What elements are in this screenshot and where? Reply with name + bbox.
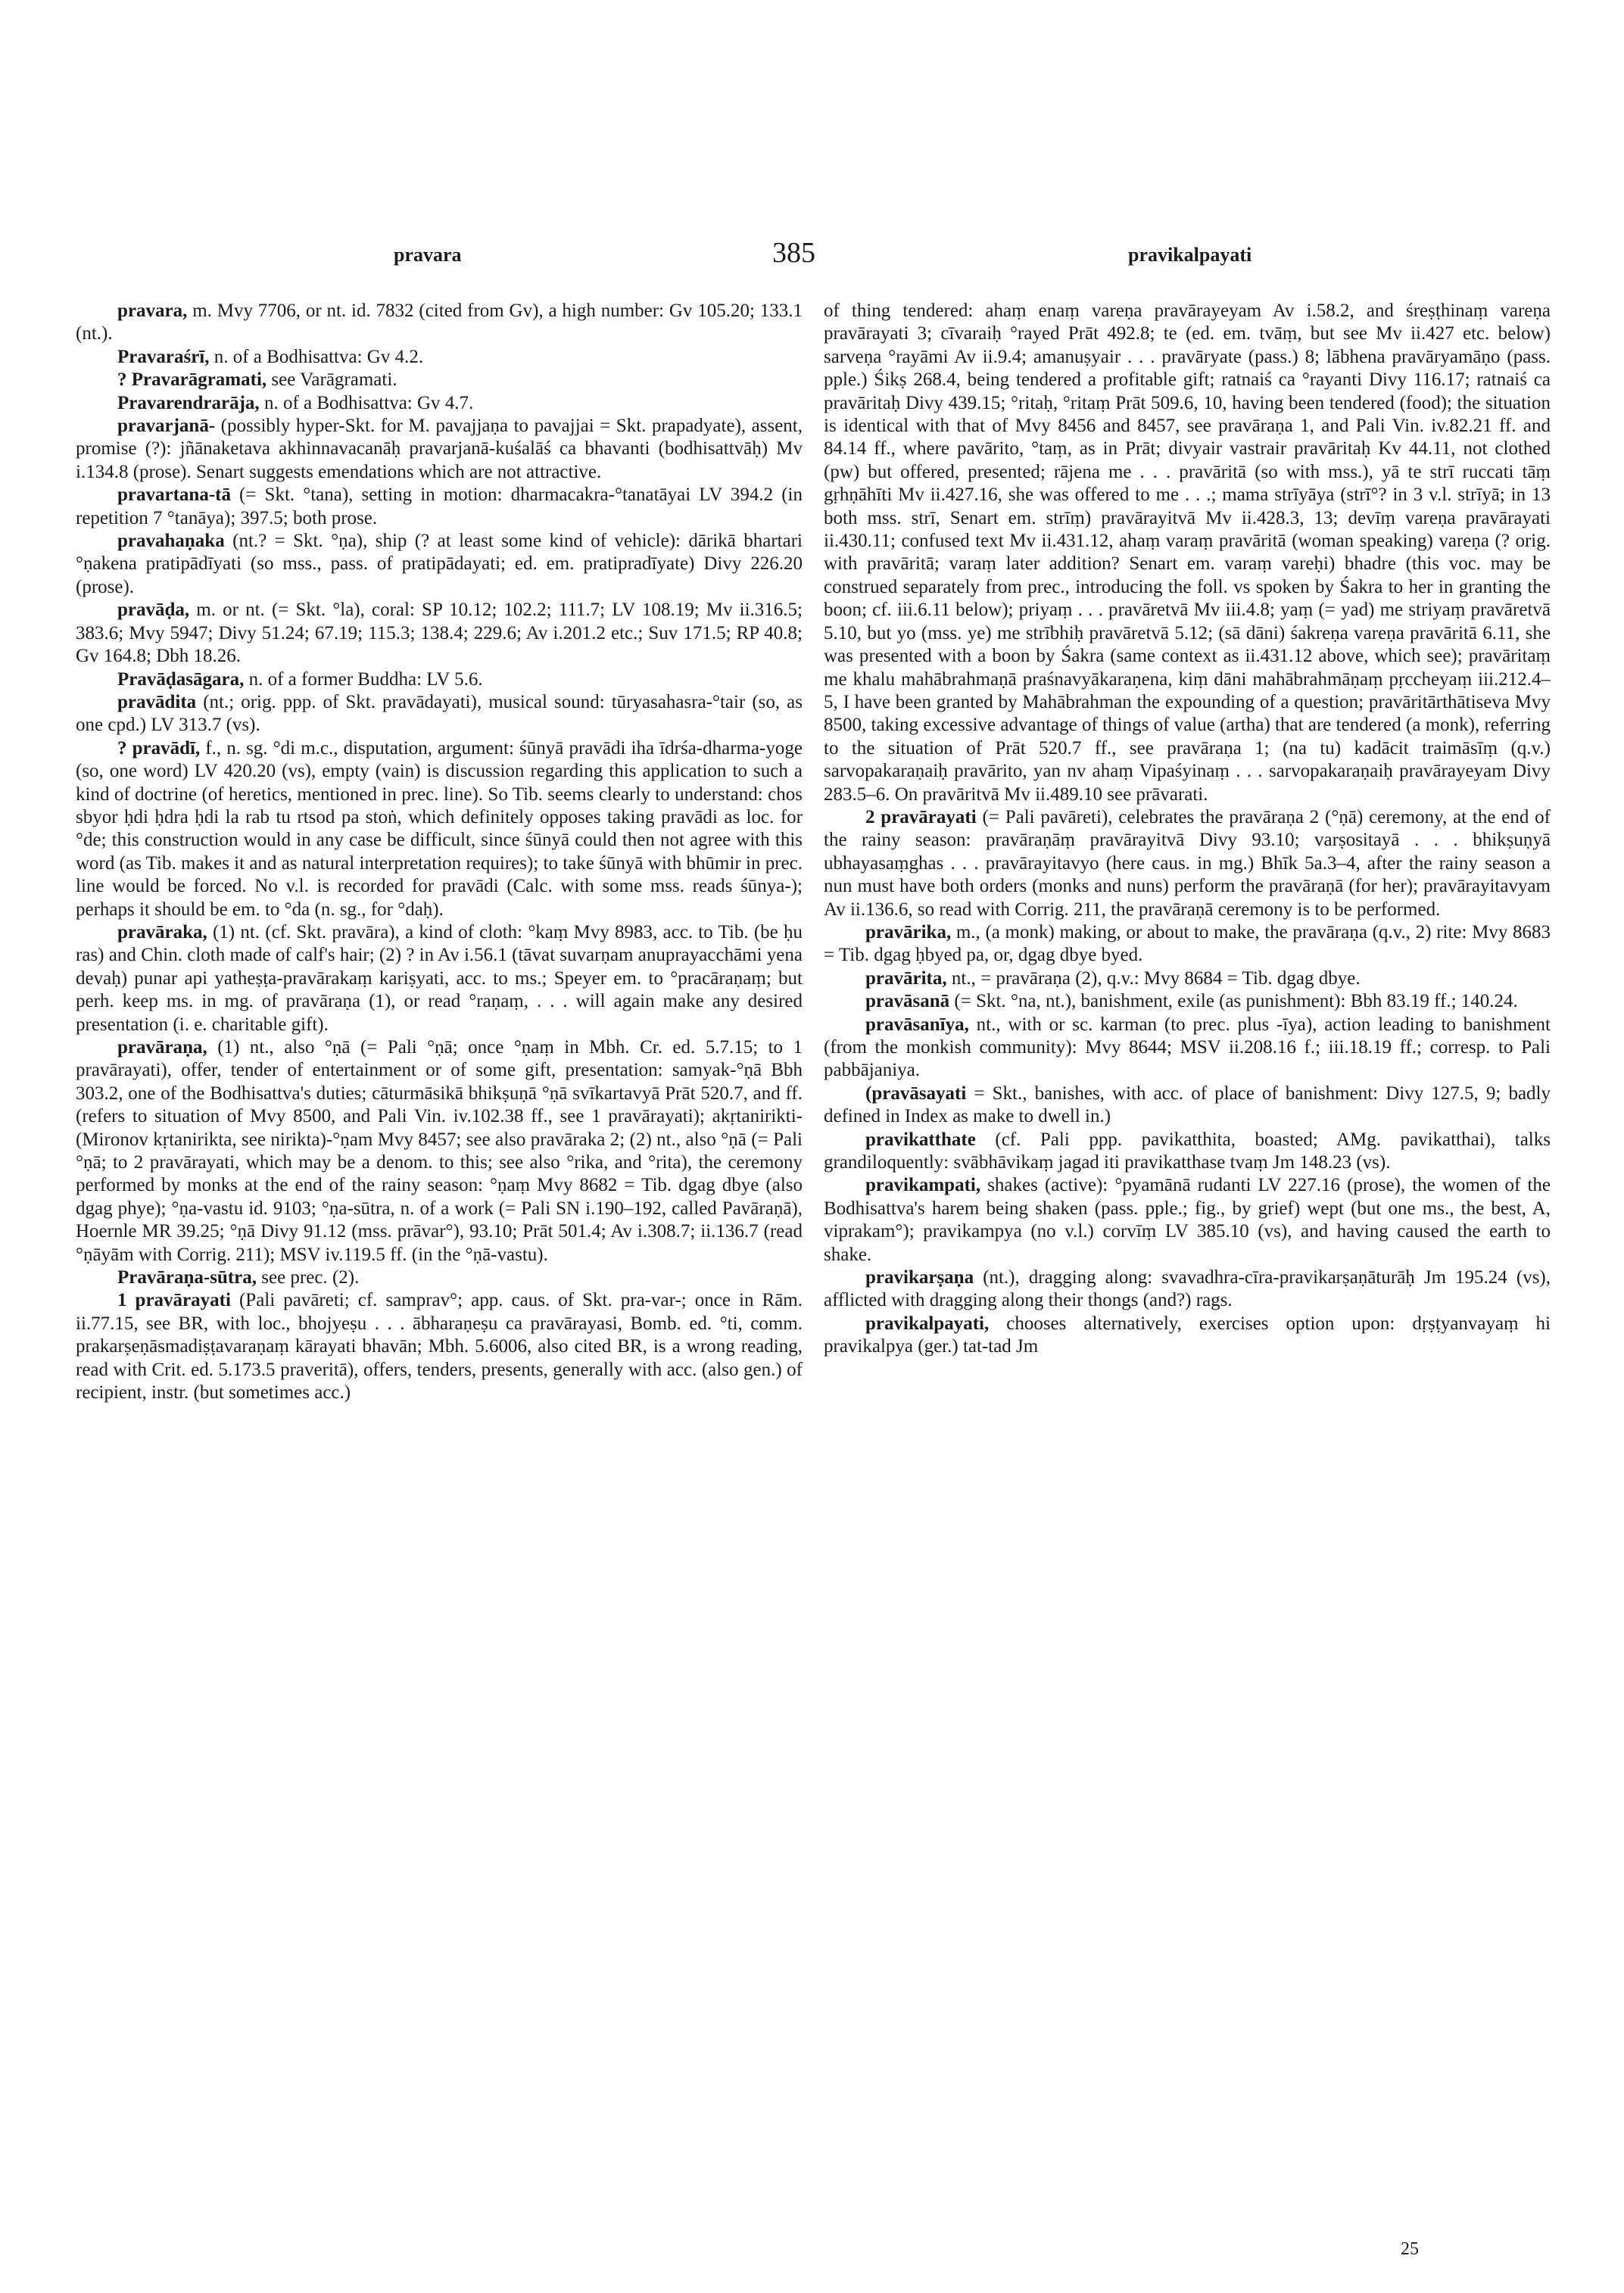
entry-headword: ? Pravarāgramati, — [117, 369, 267, 391]
entry-headword: pravādita — [117, 691, 197, 712]
entry-headword: pravāsanā — [865, 991, 950, 1012]
entry-headword: pravara, — [117, 301, 188, 321]
dictionary-entry — [76, 484, 803, 530]
entry-headword: Pravarendrarāja, — [117, 392, 260, 413]
dictionary-entry — [76, 921, 803, 1036]
entry-headword: pravārika, — [865, 921, 952, 942]
entry-headword: pravāḍa, — [117, 600, 190, 621]
dictionary-entry — [76, 691, 803, 737]
entry-text: (cf. Pali ppp. pavikatthita, boasted; AMg. pavikatthai), talks grandiloquently: svābhāvikaṃ jagad iti pravikatthase tvaṃ Jm 148.23 (vs). — [824, 1129, 1551, 1173]
dictionary-entry — [76, 1266, 803, 1289]
entry-text: m. or nt. (= Skt. °la), coral: SP 10.12; 102.2; 111.7; LV 108.19; Mv ii.316.5; 383.6; Mvy 5947; Divy 51.24; 67.19; 115.3; 138.4; 229.6; Av i.201.2 etc.; Suv 171.5; RP 40.8; Gv 164.8; Dbh 18.26. — [76, 600, 803, 667]
dictionary-entry — [76, 1289, 803, 1404]
entry-text: n. of a Bodhisattva: Gv 4.2. — [209, 346, 424, 367]
entry-headword: 2 pravārayati — [865, 806, 977, 827]
dictionary-entry — [76, 392, 803, 415]
page-number: 385 — [772, 237, 815, 269]
entry-headword: pravahaṇaka — [117, 531, 225, 552]
dictionary-entry — [824, 300, 1551, 806]
dictionary-entry — [824, 1266, 1551, 1313]
dictionary-entry — [76, 530, 803, 599]
left-running-head: pravara — [394, 244, 462, 266]
dictionary-entry — [824, 1174, 1551, 1266]
running-head — [0, 236, 1624, 282]
dictionary-entry — [76, 668, 803, 691]
entry-text: (Pali pavāreti; cf. samprav°; app. caus. of Skt. pra-var-; once in Rām. ii.77.15, see BR, with loc., bhojyeṣu . . . ābharaṇeṣu ca pravārayasi, Bomb. ed. °ti, comm. prakarṣeṇāsmadiṣṭavaraṇaṃ kārayati bhavān; Mbh. 5.6006, also cited BR, is a wrong reading, read with Crit. ed. 5.173.5 praveritā), offers, tenders, presents, generally with acc. (also gen.) of recipient, instr. (but sometimes acc.) — [76, 1290, 803, 1404]
entry-text: (= Skt. °na, nt.), banishment, exile (as punishment): Bbh 83.19 ff.; 140.24. — [949, 991, 1518, 1012]
entry-text: nt., = pravāraṇa (2), q.v.: Mvy 8684 = Tib. dgag dbye. — [946, 967, 1361, 989]
entry-text: (nt.; orig. ppp. of Skt. pravādayati), musical sound: tūryasahasra-°tair (so, as one cpd.) LV 313.7 (vs). — [76, 691, 803, 736]
dictionary-entry — [824, 1014, 1551, 1083]
entry-text: m., (a monk) making, or about to make, the pravāraṇa (q.v., 2) rite: Mvy 8683 = Tib. dgag ḥbyed pa, or, dgag dbye byed. — [824, 921, 1551, 966]
dictionary-entry — [76, 737, 803, 921]
dictionary-entry — [76, 369, 803, 391]
dictionary-entry — [824, 990, 1551, 1013]
entry-headword: pravikarṣaṇa — [865, 1267, 974, 1288]
entry-headword: pravikalpayati, — [865, 1313, 990, 1334]
entry-text: (nt.), dragging along: svavadhra-cīra-pravikarṣaṇāturāḥ Jm 195.24 (vs), afflicted with dragging along their thongs (and?) rags. — [824, 1267, 1551, 1311]
dictionary-entry — [824, 1083, 1551, 1129]
entry-headword: pravartana-tā — [117, 484, 231, 506]
entry-text: see prec. (2). — [257, 1267, 360, 1288]
entry-text: (1) nt., also °ṇā (= Pali °ṇā; once °ṇaṃ in Mbh. Cr. ed. 5.7.15; to 1 pravārayati), offer, tender of entertainment or of some gift, presentation: samyak-°ṇā Bbh 303.2, one of the Bodhisattva's duties; cāturmāsikā bhikṣuṇā °ṇā svīkartavyā Prāt 520.7, and ff. (refers to situation of Mvy 8500, and Pali Vin. iv.102.38 ff., see 1 pravārayati); akṛtanirikti- (Mironov kṛtanirikta, see nirikta)-°ṇam Mvy 8457; see also pravāraka 2; (2) nt., also °ṇā (= Pali °ṇā; to 2 pravārayati, which may be a denom. to this; see also °rika, and °rita), the ceremony performed by monks at the end of the rainy season: °ṇaṃ Mvy 8682 = Tib. dgag dbye (also dgag phye); °ṇa-vastu id. 9103; °ṇa-sūtra, n. of a work (= Pali SN i.190–192, called Pavāraṇā), Hoernle MR 39.25; °ṇā Divy 91.12 (mss. prāvar°), 93.10; Prāt 501.4; Av i.308.7; ii.136.7 (read °ṇāyām with Corrig. 211); MSV iv.119.5 ff. (in the °ṇā-vastu). — [76, 1037, 803, 1265]
entry-text: nt., with or sc. karman (to prec. plus -īya), action leading to banishment (from the monkish community): Mvy 8644; MSV ii.208.16 f.; iii.18.19 ff.; corresp. to Pali pabbājaniya. — [824, 1014, 1551, 1081]
entry-text: (1) nt. (cf. Skt. pravāra), a kind of cloth: °kaṃ Mvy 8983, acc. to Tib. (be ḥu ras) and Chin. cloth made of calf's hair; (2) ? in Av i.56.1 (tāvat suvarṇam anuprayacchāmi yena devaḥ) punar api yatheṣṭa-pravārakaṃ kariṣyati, acc. to ms.; Speyer em. to °pracāraṇaṃ; but perh. keep ms. in mg. of pravāraṇa (1), or read °raṇaṃ, . . . will again make any desired presentation (i. e. charitable gift). — [76, 921, 803, 1035]
entry-headword: Pravāḍasāgara, — [117, 668, 245, 690]
dictionary-entry — [76, 415, 803, 484]
entry-text: (= Pali pavāreti), celebrates the pravāraṇa 2 (°ṇā) ceremony, at the end of the rainy season: pravāraṇāṃ pravārayitvā Divy 93.10; varṣositayā . . . bhikṣuṇyā ubhayasaṃghas . . . pravārayitavyo (here caus. in mg.) Bhīk 5a.3–4, after the rainy season a nun must have both orders (monks and nuns) perform the pravāraṇā (for her); pravārayitavyam Av ii.136.6, so read with Corrig. 211, the pravāraṇā ceremony is to be performed. — [824, 806, 1551, 920]
entry-headword: pravikampati, — [865, 1175, 981, 1196]
left-column — [76, 300, 803, 1405]
entry-headword: pravikatthate — [865, 1129, 976, 1150]
right-running-head: pravikalpayati — [1128, 244, 1252, 266]
dictionary-entry — [824, 1313, 1551, 1359]
entry-headword: pravarjanā- — [117, 416, 216, 437]
dictionary-entry — [824, 1129, 1551, 1175]
entry-headword: Pravāraṇa-sūtra, — [117, 1267, 257, 1288]
entry-headword: pravāsanīya, — [865, 1014, 969, 1035]
entry-text: (= Skt. °tana), setting in motion: dharmacakra-°tanatāyai LV 394.2 (in repetition 7 °tanāya); 397.5; both prose. — [76, 484, 803, 528]
dictionary-entry — [76, 346, 803, 369]
dictionary-entry — [824, 967, 1551, 990]
entry-text: = Skt., banishes, with acc. of place of banishment: Divy 127.5, 9; badly defined in Index as make to dwell in.) — [824, 1083, 1551, 1127]
right-column — [824, 300, 1551, 1359]
entry-text: n. of a Bodhisattva: Gv 4.7. — [259, 392, 474, 413]
entry-text: shakes (active): °pyamānā rudanti LV 227.16 (prose), the women of the Bodhisattva's harem being shaken (pass. pple.; fig., by grief) wept (but one ms., the best, A, viprakam°); pravikampya (no v.l.) corvīṃ LV 385.10 (vs), and having caused the earth to shake. — [824, 1175, 1551, 1265]
dictionary-entry — [76, 300, 803, 346]
entry-text: of thing tendered: ahaṃ enaṃ vareṇa pravārayeyam Av i.58.2, and śreṣṭhinaṃ vareṇa pravārayati 3; cīvaraiḥ °rayed Prāt 492.8; te (ed. em. tvāṃ, but see Mv ii.427 etc. below) sarveṇa °rayāmi Av ii.9.4; amanuṣyair . . . pravāryate (pass.) 8; lābhena pravāryamāṇo (pass. pple.) Śikṣ 268.4, being tendered a profitable gift; ratnaiś ca °rayanti Divy 116.17; ratnaiś ca pravāritaḥ Divy 439.15; °ritaḥ, °ritaṃ Prāt 509.6, 10, having been tendered (food); the situation is identical with that of Mvy 8456 and 8457, see pravāraṇa 1, and Pali Vin. iv.82.21 ff. and 84.14 ff., where pavārito, °taṃ, as in Prāt; divyair vastrair pravāritaḥ Kv 44.11, not clothed (pw) but offered, presented; rājena me . . . pravāritā (so with mss.), yā te strī ruccati tāṃ gṛhṇāhīti Mv ii.427.16, she was offered to me . . .; mama strīyāya (strī°? in 3 v.l. strīyā; in 13 both mss. strī, Senart em. strīṃ) pravārayitvā Mv ii.428.3, 13; devīṃ vareṇa pravārayati ii.430.11; confused text Mv ii.431.12, ahaṃ varaṃ pravāritā (woman speaking) vareṇa (? orig. with pravāritā; varaṃ later addition? Senart em. varaṃ vareḥi) bhadre (this voc. may be construed separately from prec., introducing the foll. vs spoken by Śakra to her in granting the boon; cf. iii.6.11 below); priyaṃ . . . pravāretvā Mv iii.4.8; yaṃ (= yad) me striyaṃ pravāretvā 5.10, but yo (mss. ye) me strībhiḥ pravāretvā 5.12; (sā dāni) śakreṇa vareṇa pravāritā 6.11, she was presented with a boon by Śakra (same context as ii.431.12 above, which see); pravāritaṃ me khalu mahābrahmaṇā praśnavyākaraṇena, kiṃ dāni mahābrahmāṇaṃ pṛccheyaṃ iii.212.4–5, I have been granted by Mahābrahman the expounding of a question; pravāritārthātiseva Mvy 8500, taking excessive advantage of things of value (artha) that are tendered (a monk), referring to the situation of Prāt 520.7 ff., see pravāraṇa 1; (na tu) kadācit traimāsīṃ (q.v.) sarvopakaraṇaiḥ pravārito, yan nv ahaṃ Vipaśyinaṃ . . . sarvopakaraṇaiḥ pravārayeyam Divy 283.5–6. On pravāritvā Mv ii.489.10 see prāvarati. — [824, 301, 1551, 805]
entry-text: n. of a former Buddha: LV 5.6. — [244, 668, 483, 690]
entry-headword: pravāraṇa, — [117, 1037, 207, 1058]
entry-headword: (pravāsayati — [865, 1083, 967, 1104]
entry-text: f., n. sg. °di m.c., disputation, argument: śūnyā pravādi iha īdrśa-dharma-yoge (so, one word) LV 420.20 (vs), empty (vain) is discussion regarding this application to such a kind of doctrine (of heretics, mentioned in prec. line). So Tib. seems clearly to understand: chos sbyor ḥdi ḥdra ḥdi la rab tu rtsod pa stoṅ, which definitely opposes taking pravādi as loc. for °de; this construction would in any case be difficult, since śūnyā could then not agree with this word (as Tib. makes it and as natural interpretation requires); to take śūnyā with bhūmir in prec. line would be forced. No v.l. is recorded for pravādi (Calc. with some mss. reads śūnya-); perhaps it should be em. to °da (n. sg., for °daḥ). — [76, 737, 803, 920]
entry-text: (nt.? = Skt. °ṇa), ship (? at least some kind of vehicle): dārikā bhartari °ṇakena pratipādīyati (so mss., pass. of pratipādayati; ed. em. pratipradīyate) Divy 226.20 (prose). — [76, 531, 803, 597]
signature-mark: 25 — [1401, 2239, 1419, 2259]
entry-text: m. Mvy 7706, or nt. id. 7832 (cited from Gv), a high number: Gv 105.20; 133.1 (nt.). — [76, 301, 803, 344]
entry-headword: pravāraka, — [117, 921, 207, 942]
dictionary-entry — [76, 1036, 803, 1266]
dictionary-entry — [824, 921, 1551, 967]
entry-text: (possibly hyper-Skt. for M. pavajjaṇa to pavajjai = Skt. prapadyate), assent, promise (?): jñānaketava akhinnavacanāḥ pravarjanā-kuśalāś ca bhavanti (bodhisattvāḥ) Mv i.134.8 (prose). Senart suggests emendations which are not attractive. — [76, 416, 803, 482]
entry-text: chooses alternatively, exercises option upon: dṛṣṭyanvayaṃ hi pravikalpya (ger.) tat-tad Jm — [824, 1313, 1551, 1357]
entry-headword: ? pravādī, — [117, 737, 201, 759]
entry-headword: 1 pravārayati — [117, 1290, 231, 1311]
dictionary-entry — [824, 806, 1551, 921]
dictionary-entry — [76, 599, 803, 668]
entry-text: see Varāgramati. — [267, 369, 397, 391]
entry-headword: Pravaraśrī, — [117, 346, 210, 367]
entry-headword: pravārita, — [865, 967, 947, 989]
